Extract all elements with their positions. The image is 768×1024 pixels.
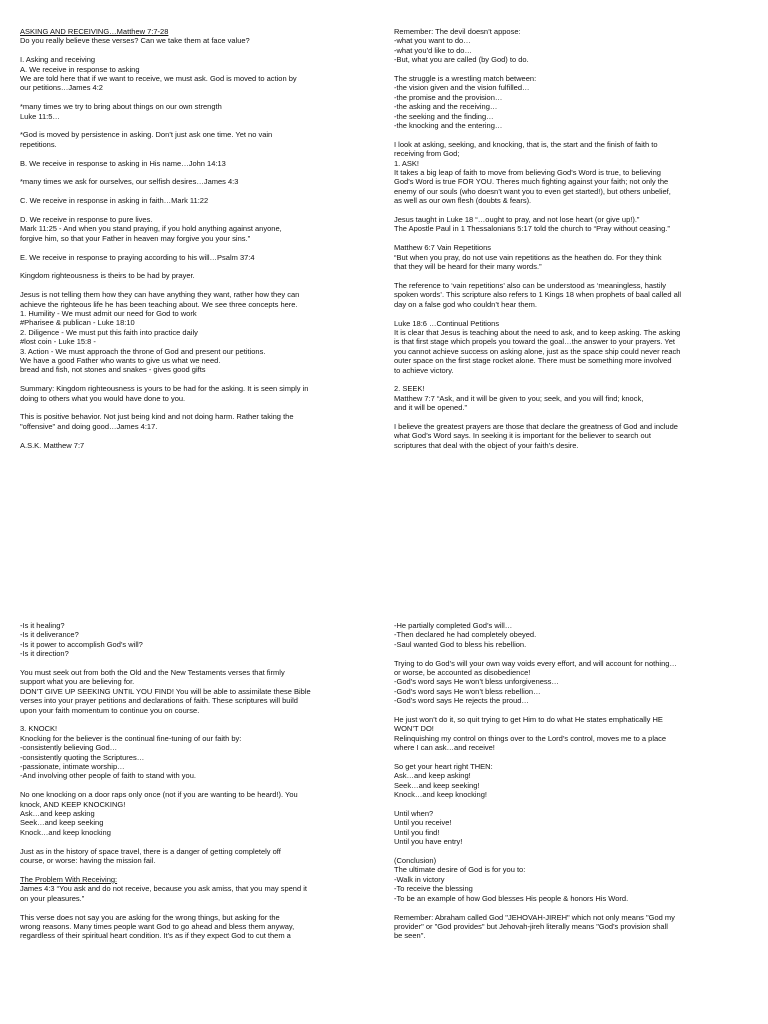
text-line: *many times we ask for ourselves, our selfish desires…James 4:3 <box>20 177 239 187</box>
text-line: on your pleasures.” <box>20 893 85 903</box>
text-line: This is positive behavior. Not just being kind and not doing harm. Rather taking the <box>20 412 294 422</box>
text-line: “But when you pray, do not use vain repetitions as the heathen do. For they think <box>394 252 662 262</box>
paragraph <box>20 668 362 715</box>
text-line: Summary: Kingdom righteousness is yours to be had for the asking. It is seen simply in <box>20 384 309 394</box>
text-line: -what you’d like to do… <box>394 45 472 55</box>
paragraph <box>20 130 362 149</box>
text-line: D. We receive in response to pure lives. <box>20 215 153 225</box>
text-line: Luke 18:6 …Continual Petitions <box>394 318 500 328</box>
section-heading: The Problem With Receiving: <box>20 874 118 884</box>
paragraph <box>20 412 362 431</box>
text-line: -Walk in victory <box>394 874 445 884</box>
text-line: Trying to do God’s will your own way voids every effort, and will account for nothing… <box>394 658 677 668</box>
page-bottom-right <box>394 621 744 1024</box>
text-line: and it will be opened.” <box>394 403 467 413</box>
text-line: Knocking for the believer is the continual fine-tuning of our faith by: <box>20 733 242 743</box>
text-line: Do you really believe these verses? Can we take them at face value? <box>20 36 250 46</box>
text-line: The Apostle Paul in 1 Thessalonians 5:17 told the church to “Pray without ceasing.” <box>394 224 670 234</box>
page-top-right <box>394 27 744 567</box>
paragraph <box>20 724 362 780</box>
paragraph <box>20 621 362 659</box>
paragraph <box>20 177 362 186</box>
text-line: Jesus taught in Luke 18 “…ought to pray, and not lose heart (or give up!).” <box>394 215 640 225</box>
text-line: Until you receive! <box>394 818 452 828</box>
text-line: or worse, be accounted as disobedience! <box>394 668 531 678</box>
text-line: I. Asking and receiving <box>20 55 96 65</box>
paragraph <box>394 140 744 206</box>
text-line: forgive him, so that your Father in heaven may forgive you your sins." <box>20 233 251 243</box>
text-line: -But, what you are called (by God) to do. <box>394 55 529 65</box>
paragraph <box>20 27 362 46</box>
paragraph <box>394 809 744 847</box>
text-line: what God’s Word says. In seeking it is important for the believer to search out <box>394 431 651 441</box>
text-line: A.S.K. Matthew 7:7 <box>20 440 85 450</box>
text-line: 1. ASK! <box>394 158 420 168</box>
text-line: provider" or "God provides" but Jehovah-jireh literally means "God's provision shall <box>394 921 668 931</box>
text-line: Matthew 7:7 “Ask, and it will be given to you; seek, and you will find; knock, <box>394 393 644 403</box>
text-line: scriptures that deal with the object of your faith’s desire. <box>394 440 579 450</box>
text-line: James 4:3 “You ask and do not receive, because you ask amiss, that you may spend it <box>20 884 307 894</box>
page-bottom-left <box>20 621 362 1024</box>
text-line: It takes a big leap of faith to move from believing God’s Word is true, to believing <box>394 168 661 178</box>
text-line: -consistently believing God… <box>20 743 118 753</box>
text-line: So get your heart right THEN: <box>394 762 493 772</box>
paragraph <box>394 27 744 65</box>
text-line: I believe the greatest prayers are those that declare the greatness of God and include <box>394 421 678 431</box>
paragraph <box>20 875 362 903</box>
text-line: -the asking and the receiving… <box>394 102 498 112</box>
text-line: Ask…and keep asking <box>20 809 95 819</box>
paragraph <box>394 215 744 234</box>
text-line: #Pharisee & publican - Luke 18:10 <box>20 318 135 328</box>
text-line: Jesus is not telling them how they can have anything they want, rather how they can <box>20 290 300 300</box>
text-line: -the promise and the provision… <box>394 92 503 102</box>
paragraph <box>20 847 362 866</box>
text-line: It is clear that Jesus is teaching about the need to ask, and to keep asking. The asking <box>394 327 681 337</box>
text-line: -God’s word says He rejects the proud… <box>394 696 529 706</box>
text-line: -passionate, intimate worship… <box>20 762 125 772</box>
paragraph <box>20 159 362 168</box>
paragraph <box>394 913 744 941</box>
text-line: *many times we try to bring about things on our own strength <box>20 102 222 112</box>
text-line: #lost coin - Luke 15:8 - <box>20 337 96 347</box>
text-line: -God’s word says He won’t bless unforgiveness… <box>394 677 559 687</box>
text-line: course, or worse: having the mission fail. <box>20 856 156 866</box>
paragraph <box>20 196 362 205</box>
text-line: 3. KNOCK! <box>20 724 58 734</box>
text-line: doing to others what you would have done to you. <box>20 393 186 403</box>
text-line: 2. SEEK! <box>394 384 425 394</box>
text-line: -Is it healing? <box>20 621 65 630</box>
paragraph <box>20 290 362 375</box>
text-line: -Is it power to accomplish God’s will? <box>20 639 143 649</box>
text-line: You must seek out from both the Old and the New Testaments verses that firmly <box>20 668 285 678</box>
text-line: I look at asking, seeking, and knocking, that is, the start and the finish of faith to <box>394 139 658 149</box>
text-line: -To be an example of how God blesses His people & honors His Word. <box>394 893 629 903</box>
paragraph <box>20 55 362 93</box>
text-line: day on a false god who couldn’t hear them. <box>394 299 538 309</box>
paragraph <box>20 913 362 941</box>
text-line: -the seeking and the finding… <box>394 111 494 121</box>
text-line: E. We receive in response to praying according to his will…Psalm 37:4 <box>20 252 255 262</box>
text-line: Until you find! <box>394 827 440 837</box>
text-line: -Is it direction? <box>20 649 69 659</box>
text-line: Ask…and keep asking! <box>394 771 471 781</box>
text-line: -Is it deliverance? <box>20 630 79 640</box>
text-line: knock, AND KEEP KNOCKING! <box>20 799 126 809</box>
text-line: Relinquishing my control on things over to the Lord’s control, moves me to a place <box>394 733 667 743</box>
text-line: to achieve victory. <box>394 365 454 375</box>
paragraph <box>394 319 744 375</box>
text-line: Until you have entry! <box>394 837 463 847</box>
page-top-left <box>20 27 362 527</box>
paragraph <box>394 281 744 309</box>
text-line: DON’T GIVE UP SEEKING UNTIL YOU FIND! You will be able to assimilate these Bible <box>20 686 311 696</box>
text-line: -Saul wanted God to bless his rebellion. <box>394 639 527 649</box>
text-line: that they will be heard for their many words.” <box>394 262 542 272</box>
paragraph <box>394 659 744 706</box>
text-line: God’s Word is true FOR YOU. Theres much fighting against your faith; not only the <box>394 177 669 187</box>
text-line: be seen". <box>394 931 426 941</box>
paragraph <box>20 253 362 262</box>
text-line: Knock…and keep knocking! <box>394 790 487 800</box>
paragraph <box>394 762 744 800</box>
paragraph <box>394 856 744 903</box>
text-line: verses into your prayer petitions and declarations of faith. These scriptures will build <box>20 696 298 706</box>
text-line: you cannot achieve success on asking alone, just as the space ship could never reach <box>394 346 681 356</box>
text-line: The struggle is a wrestling match between: <box>394 74 537 84</box>
text-line: Mark 11:25 - And when you stand praying, if you hold anything against anyone, <box>20 224 282 234</box>
section-heading: ASKING AND RECEIVING…Matthew 7:7-28 <box>20 27 169 36</box>
paragraph <box>20 790 362 837</box>
paragraph <box>20 384 362 403</box>
text-line: where I can ask…and receive! <box>394 743 495 753</box>
text-line: -Then declared he had completely obeyed. <box>394 630 537 640</box>
paragraph <box>394 243 744 271</box>
paragraph <box>394 384 744 412</box>
text-line: The ultimate desire of God is for you to: <box>394 865 526 875</box>
text-line: Remember: The devil doesn’t appose: <box>394 27 521 36</box>
text-line: enemy of our souls (who doesn’t want you to even get started!), but others unbelief, <box>394 186 671 196</box>
text-line: He just won’t do it, so quit trying to get Him to do what He states emphatically HE <box>394 715 663 725</box>
text-line: WON’T DO! <box>394 724 434 734</box>
paragraph <box>20 215 362 243</box>
text-line: A. We receive in response to asking <box>20 64 140 74</box>
text-line: upon your faith momentum to continue you on course. <box>20 705 200 715</box>
text-line: This verse does not say you are asking for the wrong things, but asking for the <box>20 912 280 922</box>
text-line: (Conclusion) <box>394 856 437 866</box>
text-line: bread and fish, not stones and snakes - gives good gifts <box>20 365 206 375</box>
text-line: 2. Diligence - We must put this faith into practice daily <box>20 327 198 337</box>
paragraph <box>394 74 744 130</box>
text-line: Luke 11:5… <box>20 111 60 121</box>
text-line: The reference to ‘vain repetitions’ also can be understood as ‘meaningless, hastily <box>394 280 666 290</box>
text-line: -the vision given and the vision fulfilled… <box>394 83 530 93</box>
text-line: is that first stage which propels you toward the goal…the answer to your prayers. Yet <box>394 337 675 347</box>
text-line: -To receive the blessing <box>394 884 473 894</box>
text-line: spoken words’. This scripture also refers to 1 Kings 18 when prophets of baal called all <box>394 290 682 300</box>
text-line: Until when? <box>394 809 434 819</box>
paragraph <box>20 441 362 450</box>
text-line: outer space on the first stage rocket alone. There must be something more involved <box>394 356 672 366</box>
text-line: Seek…and keep seeking <box>20 818 104 828</box>
text-line: Matthew 6:7 Vain Repetitions <box>394 243 491 253</box>
text-line: *God is moved by persistence in asking. Don’t just ask one time. Yet no vain <box>20 130 273 140</box>
paragraph <box>394 621 744 649</box>
text-line: We are told here that if we want to receive, we must ask. God is moved to action by <box>20 74 297 84</box>
text-line: -what you want to do… <box>394 36 471 46</box>
text-line: Seek…and keep seeking! <box>394 780 480 790</box>
text-line: -And involving other people of faith to stand with you. <box>20 771 196 781</box>
text-line: Remember: Abraham called God "JEHOVAH-JIREH" which not only means "God my <box>394 912 675 922</box>
text-line: achieve the righteous life he has been teaching about. We see three concepts here. <box>20 299 298 309</box>
text-line: our petitions…James 4:2 <box>20 83 103 93</box>
text-line: C. We receive in response in asking in faith…Mark 11:22 <box>20 196 209 206</box>
text-line: B. We receive in response to asking in His name…John 14:13 <box>20 158 226 168</box>
text-line: wrong reasons. Many times people want God to go ahead and bless them anyway, <box>20 921 295 931</box>
paragraph <box>20 271 362 280</box>
text-line: "offensive" and doing good…James 4:17. <box>20 421 158 431</box>
text-line: support what you are believing for. <box>20 677 135 687</box>
text-line: No one knocking on a door raps only once (not if you are wanting to be heard!). You <box>20 790 298 800</box>
text-line: Knock…and keep knocking <box>20 827 111 837</box>
paragraph <box>20 102 362 121</box>
text-line: 3. Action - We must approach the throne of God and present our petitions. <box>20 346 266 356</box>
paragraph <box>394 715 744 753</box>
text-line: receiving from God; <box>394 149 460 159</box>
text-line: 1. Humility - We must admit our need for God to work <box>20 309 197 319</box>
text-line: regardless of their spiritual heart condition. It’s as if they expect God to cut them a <box>20 931 291 941</box>
text-line: -consistently quoting the Scriptures… <box>20 752 145 762</box>
text-line: Kingdom righteousness is theirs to be had by prayer. <box>20 271 195 281</box>
text-line: as well as our own flesh (doubts & fears). <box>394 196 532 206</box>
paragraph <box>394 422 744 450</box>
text-line: repetitions. <box>20 139 57 149</box>
text-line: Just as in the history of space travel, there is a danger of getting completely off <box>20 846 281 856</box>
text-line: We have a good Father who wants to give us what we need. <box>20 356 221 366</box>
text-line: -He partially completed God’s will… <box>394 621 513 630</box>
text-line: -God’s word says He won’t bless rebellion… <box>394 686 541 696</box>
text-line: -the knocking and the entering… <box>394 121 503 131</box>
